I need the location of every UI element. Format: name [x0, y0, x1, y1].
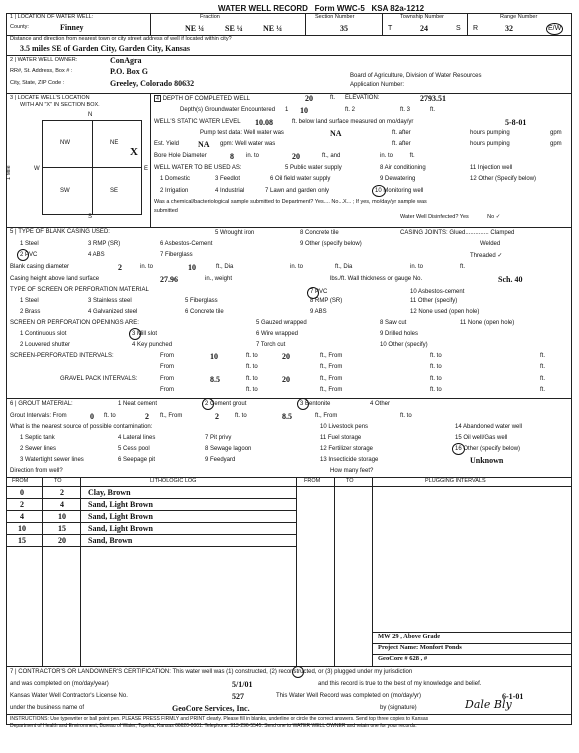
range-label: Range Number [500, 14, 538, 20]
sp-ft-from-2: ft., From [320, 364, 343, 370]
township-value: 24 [420, 24, 428, 33]
bore-label: Bore Hole Diameter [154, 153, 207, 159]
fraction-1: NE ¼ [185, 24, 205, 33]
screen-other: 11 Other (specify) [410, 298, 458, 304]
sp-ft-to2-2: ft. to [430, 364, 442, 370]
gp-ft-from: ft., From [320, 376, 343, 382]
township-s: S [456, 25, 461, 32]
use-monitoring: 10 Monitoring well [375, 188, 424, 194]
log-header-from: FROM [12, 478, 29, 484]
screen-abs: 9 ABS [310, 309, 327, 315]
table-row: 2 [20, 500, 24, 509]
use-public: 5 Public water supply [285, 165, 342, 171]
gp-ft-to2-2: ft. to [430, 387, 442, 393]
grout-other: 4 Other [370, 401, 391, 407]
joints-welded: Welded [480, 241, 501, 247]
contam-5: 5 Cess pool [118, 446, 150, 452]
diam-ft-dia: ft., Dia [216, 264, 234, 270]
range-ew: E/W [548, 25, 562, 32]
range-r: R [473, 25, 479, 32]
submitted-label: submitted [154, 208, 178, 214]
mile-label: 1 Mile [6, 165, 12, 180]
height-lbs: lbs./ft. Wall thickness or gauge No. [330, 276, 423, 282]
west-label: W [34, 166, 40, 172]
open-key: 4 Key punched [132, 342, 173, 348]
casing-rmp: 3 RMP (SR) [88, 241, 121, 247]
table-row: 15 [58, 524, 66, 533]
grout-to2-value: 8.5 [282, 412, 292, 421]
bore-ft-and: ft., and [322, 153, 341, 159]
diameter-value: 2 [118, 263, 122, 272]
quad-ne: NE [110, 140, 119, 146]
diam-in-to3: in. to [410, 264, 424, 270]
diameter-label: Blank casing diameter [10, 264, 70, 270]
grout-neat: 1 Neat cement [118, 401, 158, 407]
sp-label: SCREEN-PERFORATED INTERVALS: [10, 353, 114, 359]
grout-to-value: 2 [145, 412, 149, 421]
app-number-label: Application Number: [350, 82, 405, 88]
north-label: N [88, 112, 93, 118]
section-value: 35 [340, 24, 348, 33]
grout-ft-from2: ft., From [315, 413, 338, 419]
quad-se: SE [110, 188, 119, 194]
project-note: Project Name: Monfort Ponds [378, 644, 462, 651]
use-oilfield: 6 Oil field water supply [270, 176, 331, 182]
bore-in: in. to ft. [380, 153, 415, 159]
contam-15: 15 Oil well/Gas well [455, 435, 508, 441]
casing-joints: CASING JOINTS: Glued.............. Clamped [400, 230, 515, 236]
open-louvered: 2 Louvered shutter [20, 342, 71, 348]
pump-after: ft. after [392, 130, 411, 136]
form-title: WATER WELL RECORD Form WWC-5 KSA 82a-1212 [218, 4, 425, 13]
monitoring-circle [372, 185, 386, 197]
distance-value: 3.5 miles SE of Garden City, Garden City, Kansas [20, 44, 191, 53]
south-label: S [88, 214, 93, 220]
log-header-plugging: PLUGGING INTERVALS [425, 478, 486, 484]
grout-ft-to: ft. to [104, 413, 116, 419]
contam-14: 14 Abandoned water well [455, 424, 523, 430]
yield-gpm: gpm: Well water was [220, 141, 276, 147]
casing-pvc: 2 PVC [20, 252, 38, 258]
signature-label: by (signature) [380, 705, 417, 711]
gp-label: GRAVEL PACK INTERVALS: [60, 376, 138, 382]
gp-ft: ft. [540, 376, 546, 382]
open-wire: 6 Wire wrapped [256, 331, 299, 337]
use-industrial: 4 Industrial [215, 188, 245, 194]
completed-date: 5/1/01 [232, 680, 253, 689]
s3-label-2: WITH AN "X" IN SECTION BOX. [20, 102, 100, 108]
cement-grout-circle [202, 398, 214, 410]
fraction-label: Fraction [200, 14, 220, 20]
s7-line2b: and this record is true to the best of my knowledge and belief. [318, 681, 482, 687]
contam-1: 1 Septic tank [20, 435, 55, 441]
static-date: 5-8-01 [505, 118, 527, 127]
diam-in-to2: in. to [290, 264, 304, 270]
screen-concrete: 6 Concrete tile [185, 309, 224, 315]
yield-after: ft. after [392, 141, 411, 147]
diam-in-to: in. to [140, 264, 154, 270]
sp-ft-to2: ft. to [430, 353, 442, 359]
gp-to-value: 20 [282, 375, 290, 384]
grout-ft-to3: ft. to [400, 413, 412, 419]
grout-bentonite: 3 Bentonite [300, 401, 331, 407]
table-row: 10 [58, 512, 66, 521]
static-rest: ft. below land surface measured on mo/day/yr [292, 119, 414, 125]
s2-label: 2 | WATER WELL OWNER: [10, 57, 78, 63]
range-value: 32 [505, 24, 513, 33]
pump-label: Pump test data: Well water was [200, 130, 284, 136]
table-row: Sand, Light Brown [88, 524, 153, 533]
sp-ft-to: ft. to [246, 353, 258, 359]
sp-ft-to-2: ft. to [246, 364, 258, 370]
gp-from-2: From [160, 387, 174, 393]
bentonite-circle [297, 398, 309, 410]
constructed-circle [292, 666, 304, 678]
s1-label: 1 | LOCATION OF WATER WELL: [10, 14, 94, 20]
height-weight: in., weight [205, 276, 233, 282]
gp-ft-2: ft. [540, 387, 546, 393]
contam-unknown: Unknown [470, 456, 504, 465]
s7-line1: 7 | CONTRACTOR'S OR LANDOWNER'S CERTIFICATION: This water well was (1) constructed, (2) reconstructed, or (3) plugged under my jurisdiction [10, 669, 413, 675]
signature: Dale Bly [465, 698, 512, 711]
owner-value: ConAgra [110, 56, 142, 65]
well-location-x: X [130, 146, 138, 158]
casing-fiberglass: 7 Fiberglass [160, 252, 193, 258]
other-contam-circle [452, 443, 465, 455]
sp-ft-2: ft. [540, 364, 546, 370]
open-other: 10 Other (specify) [380, 342, 428, 348]
yield-hours: hours pumping [470, 141, 510, 147]
s7-line3b: This Water Well Record was completed on (mo/day/yr) [276, 693, 422, 699]
instructions: INSTRUCTIONS: Use typewriter or ball point pen. PLEASE PRESS FIRMLY and PRINT clearly. Please fill in blanks, underline or circle the correct answers. Send top three copies to Kansas [10, 716, 429, 722]
open-drilled: 9 Drilled holes [380, 331, 419, 337]
s6-label: 6 | GROUT MATERIAL: [10, 401, 73, 407]
bore-in-to: in. to [246, 153, 260, 159]
use-injection: 11 Injection well [470, 165, 513, 171]
city-label: City, State, ZIP Code : [10, 80, 65, 86]
quad-sw: SW [60, 188, 70, 194]
casing-abs: 4 ABS [88, 252, 105, 258]
screen-galv: 4 Galvanized steel [88, 309, 138, 315]
gw2-num: ft. 2 [345, 107, 356, 113]
table-row: Sand, Light Brown [88, 500, 153, 509]
open-mill: 3 Mill slot [132, 331, 158, 337]
range-ew-circle [546, 23, 563, 35]
diameter-to: 10 [188, 263, 196, 272]
pump-hours: hours pumping [470, 130, 510, 136]
table-row: 20 [58, 536, 66, 545]
table-row: 10 [18, 524, 26, 533]
table-row: 2 [60, 488, 64, 497]
table-row: Clay, Brown [88, 488, 131, 497]
s3-label: 3 | LOCATE WELL'S LOCATION [10, 95, 90, 101]
use-feedlot: 3 Feedlot [215, 176, 241, 182]
contam-16: 16 Other (specify below) [455, 446, 521, 452]
casing-other: 9 Other (specify below) [300, 241, 362, 247]
direction-label: Direction from well? [10, 468, 63, 474]
city-value: Greeley, Colorado 80632 [110, 79, 195, 88]
elevation-value: 2793.51 [420, 94, 446, 103]
board-label: Board of Agriculture, Division of Water Resources [350, 73, 482, 79]
grout-ft-to2: ft. to [235, 413, 247, 419]
open-gauzed: 5 Gauzed wrapped [256, 320, 307, 326]
log-header-from2: FROM [304, 478, 321, 484]
sp-from-2: From [160, 364, 174, 370]
address-value: P.O. Box G [110, 67, 148, 76]
use-dewatering: 9 Dewatering [380, 176, 416, 182]
contam-4: 4 Lateral lines [118, 435, 156, 441]
township-label: Township Number [400, 14, 445, 20]
use-lawn: 7 Lawn and garden only [265, 188, 330, 194]
contam-7: 7 Pit privy [205, 435, 232, 441]
sp-ft-from: ft., From [320, 353, 343, 359]
table-row: 0 [20, 488, 24, 497]
screen-pvc: 7 PVC [310, 289, 328, 295]
how-many-label: How many feet? [330, 468, 374, 474]
table-row: Sand, Brown [88, 536, 133, 545]
chem-label: Was a chemical/bacteriological sample submitted to Department? Yes.... No...X... ; If yes, mo/day/yr sample was [154, 199, 427, 205]
open-continuous: 1 Continuous slot [20, 331, 67, 337]
sp-ft: ft. [540, 353, 546, 359]
contam-2: 2 Sewer lines [20, 446, 57, 452]
record-date: 6-1-01 [502, 692, 524, 701]
casing-asbestos: 6 Asbestos-Cement [160, 241, 213, 247]
contam-10: 10 Livestock pens [320, 424, 369, 430]
gp-ft-to: ft. to [246, 376, 258, 382]
grout-from-value: 0 [90, 412, 94, 421]
use-air: 8 Air conditioning [380, 165, 426, 171]
casing-steel: 1 Steel [20, 241, 39, 247]
depth-value: 20 [305, 94, 313, 103]
screen-fiberglass: 5 Fiberglass [185, 298, 218, 304]
diam-ft: ft. [460, 264, 466, 270]
screen-brass: 2 Brass [20, 309, 41, 315]
quad-nw: NW [60, 140, 70, 146]
sp-from-value: 10 [210, 352, 218, 361]
township-t: T [388, 25, 393, 32]
mw-note: MW 29 , Above Grade [378, 633, 441, 640]
license-number: 527 [232, 692, 244, 701]
gw-label: Depth(s) Groundwater Encountered [180, 107, 276, 113]
use-other: 12 Other (Specify below) [470, 176, 537, 182]
open-none: 11 None (open hole) [460, 320, 515, 326]
instructions-2: Department of Health and Environment, Bureau of Water, Topeka, Kansas 66620-0001. Telephone: 913-296-5545. Send one to WATER WELL OWNER and retain one for your records. [10, 723, 417, 729]
grout-cement: 2 Cement grout [205, 401, 247, 407]
gp-ft-from-2: ft., From [320, 387, 343, 393]
county-value: Finney [60, 23, 84, 32]
log-header-litho: LITHOLOGIC LOG [150, 478, 197, 484]
log-header-to2: TO [346, 478, 354, 484]
log-header-to: TO [54, 478, 62, 484]
use-irrigation: 2 Irrigation [160, 188, 189, 194]
gw3-num: ft. 3 ft. [400, 107, 436, 113]
table-row: 4 [20, 512, 24, 521]
bore-value: 8 [230, 152, 234, 161]
county-label: County: [10, 24, 29, 30]
static-label: WELL'S STATIC WATER LEVEL [154, 119, 241, 125]
sp-from: From [160, 353, 174, 359]
open-torch: 7 Torch cut [256, 342, 286, 348]
height-label: Casing height above land surface [10, 276, 100, 282]
mill-slot-circle [129, 328, 141, 340]
distance-label: Distance and direction from nearest town or city street address of well if located within city? [10, 36, 232, 42]
static-value: 10.08 [255, 118, 273, 127]
casing-wrought: 5 Wrought iron [215, 230, 255, 236]
gw1-value: 10 [300, 106, 308, 115]
screen-asbestos: 10 Asbestos-cement [410, 289, 465, 295]
bore-to: 20 [292, 152, 300, 161]
address-label: RR#, St. Address, Box # : [10, 68, 73, 74]
pump-gpm: gpm [550, 130, 562, 136]
contam-11: 11 Fuel storage [320, 435, 362, 441]
gp-ft-to2: ft. to [430, 376, 442, 382]
pvc-circle [17, 249, 29, 261]
east-label: E [144, 166, 149, 172]
disinfected-label: Water Well Disinfected? Yes No ✓ [400, 214, 501, 220]
grout-from2-value: 2 [215, 412, 219, 421]
depth-label: 4 DEPTH OF COMPLETED WELL [154, 95, 250, 102]
contam-8: 8 Sewage lagoon [205, 446, 252, 452]
yield-label: Est. Yield [154, 141, 180, 147]
business-name: GeoCore Services, Inc. [172, 704, 250, 713]
table-row: Sand, Light Brown [88, 512, 153, 521]
use-label: WELL WATER TO BE USED AS: [154, 165, 242, 171]
grout-ft-from: ft., From [160, 413, 183, 419]
s7-line4: under the business name of [10, 705, 85, 711]
grout-int-label: Grout Intervals: From [10, 413, 67, 419]
use-domestic: 1 Domestic [160, 176, 191, 182]
depth-ft: ft. [330, 95, 336, 101]
contam-6: 6 Seepage pit [118, 457, 156, 463]
s7-line3: Kansas Water Well Contractor's License No. [10, 693, 128, 699]
contam-13: 13 Insecticide storage [320, 457, 379, 463]
contam-3: 3 Watertight sewer lines [20, 457, 84, 463]
screen-none: 12 None used (open hole) [410, 309, 480, 315]
screen-label: TYPE OF SCREEN OR PERFORATION MATERIAL [10, 287, 149, 293]
joints-threaded: Threaded ✓ [470, 253, 503, 259]
fraction-3: NE ¼ [263, 24, 283, 33]
table-row: 15 [18, 536, 26, 545]
geocore-note: GeoCore # 628 , # [378, 655, 428, 662]
gp-from: From [160, 376, 174, 382]
yield-gpm2: gpm [550, 141, 562, 147]
gp-from-value: 8.5 [210, 375, 220, 384]
fraction-2: SE ¼ [225, 24, 243, 33]
openings-label: SCREEN OR PERFORATION OPENINGS ARE: [10, 320, 139, 326]
elevation-label: ELEVATION: [345, 95, 380, 101]
contam-label: What is the nearest source of possible contamination: [10, 424, 153, 430]
sp-to-value: 20 [282, 352, 290, 361]
screen-steel: 1 Steel [20, 298, 39, 304]
contam-9: 9 Feedyard [205, 457, 236, 463]
pump-value: NA [330, 129, 342, 138]
height-value: 27.96 [160, 275, 178, 284]
screen-stainless: 3 Stainless steel [88, 298, 132, 304]
gauge-value: Sch. 40 [498, 275, 523, 284]
s5-label: 5 | TYPE OF BLANK CASING USED: [10, 229, 110, 235]
yield-value: NA [198, 140, 210, 149]
screen-rmp: 8 RMP (SR) [310, 298, 343, 304]
casing-concrete: 8 Concrete tile [300, 230, 339, 236]
section-label: Section Number [315, 14, 355, 20]
gw1-num: 1 [285, 107, 289, 113]
s7-line2: and was completed on (mo/day/year) [10, 681, 109, 687]
open-saw: 8 Saw cut [380, 320, 407, 326]
contam-12: 12 Fertilizer storage [320, 446, 374, 452]
gp-ft-to-2: ft. to [246, 387, 258, 393]
diam-ft-dia2: ft., Dia [335, 264, 353, 270]
table-row: 4 [60, 500, 64, 509]
